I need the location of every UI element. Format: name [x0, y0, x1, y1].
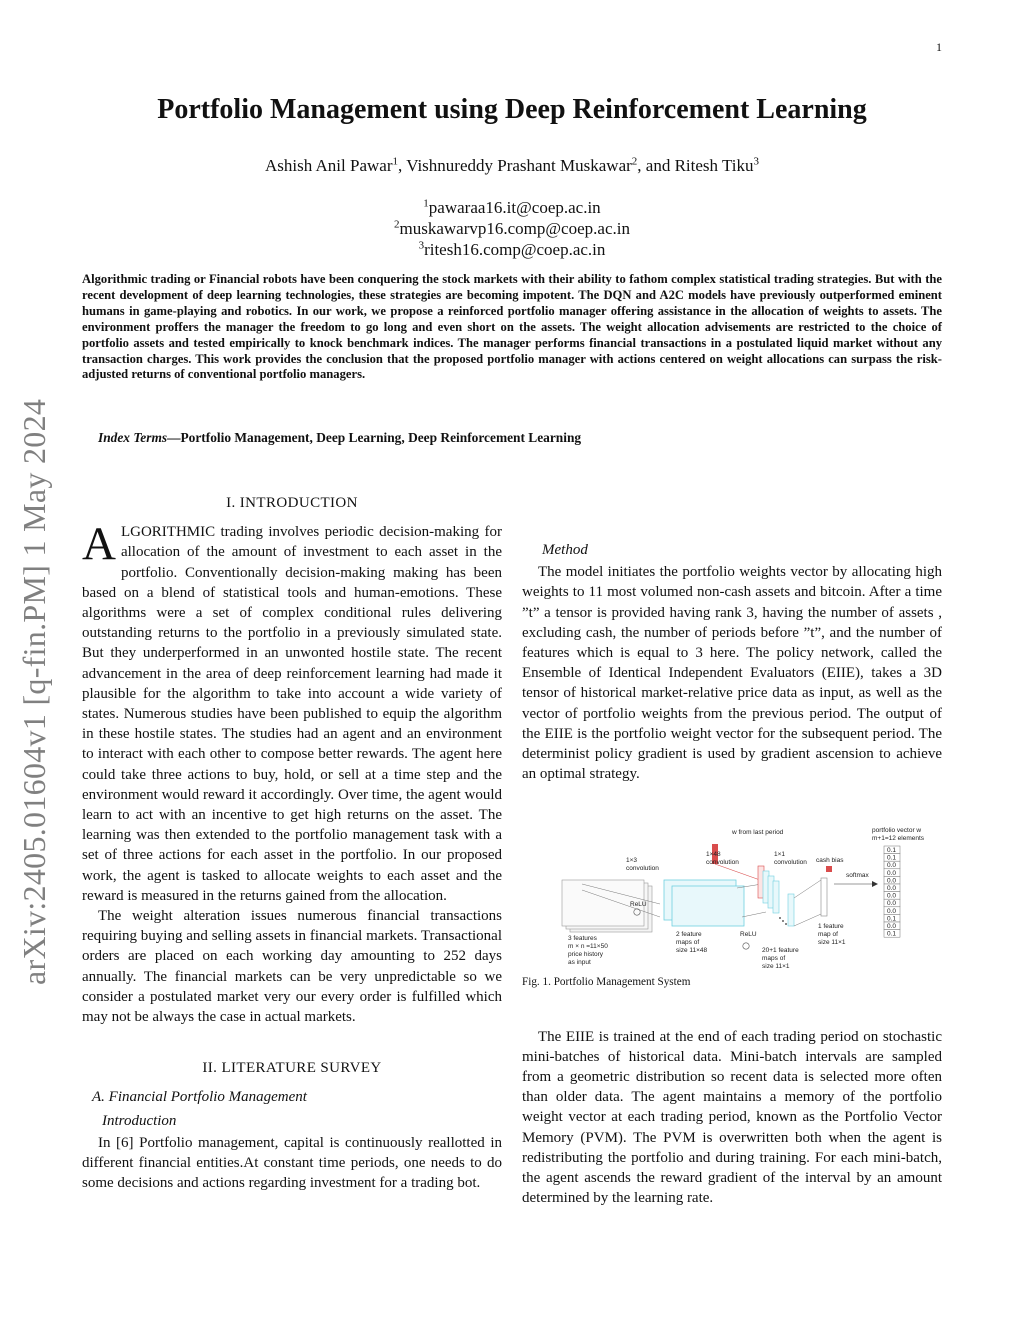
left-column — [82, 493, 502, 1194]
email-link[interactable]: muskawarvp16.comp@coep.ac.in — [399, 219, 630, 238]
portfolio-vector — [884, 846, 900, 938]
fig-label: 1 feature — [818, 923, 844, 931]
author-affil: 1 — [392, 155, 398, 168]
feature-column-stack — [758, 866, 794, 926]
fig-label: ReLU — [740, 931, 757, 939]
fig-label: as input — [568, 959, 591, 967]
email-affil: 1 — [423, 197, 429, 210]
method-paragraph: The model initiates the portfolio weights vector by allocating high weights to 11 most volumed non-cash assets and bitcoin. After a time ”t” a tensor is provided having rank 3, having the number of assets , excluding cash, the number of periods before ”t”, and the number of features which is equal to 3 here. The policy network, called the Ensemble of Identical Independent Evaluators (EIIE), takes a 3D tensor of historical market-relative price data as input, as well as the vector of portfolio weights from the previous period. The output of the EIIE is the portfolio weight vector for the subsequent period. The determinist policy gradient is used by gradient ascension to achieve an optimal strategy. — [522, 564, 942, 783]
paragraph-heading-introduction: Introduction — [102, 1112, 177, 1129]
index-terms-label: Index Terms — [98, 430, 168, 445]
vector-value: 0.1 — [887, 855, 897, 863]
literature-intro-paragraph: In [6] Portfolio management, capital is continuously reallotted in different financial entities.At constant time periods, one needs to do some decisions and actions regarding investment for a trading bot. — [82, 1134, 502, 1192]
author-list — [0, 156, 1024, 176]
fig-label: m+1=12 elements — [872, 835, 925, 843]
abstract: Algorithmic trading or Financial robots have been conquering the stock markets with their ability to fathom complex statistical trading strategies. But with the recent development of deep learning technologies, these strategies are becoming impotent. The DQN and A2C models have previously outperformed eminent humans in game-playing and robotics. In our work, we propose a reinforced portfolio manager offering assistance in the allocation of weights to assets. The environment proffers the manager the freedom to go long and even short on the assets. The weight allocation advisements are restricted to the choice of portfolio assets and tested empirically to knock benchmark indices. The manager performs financial transactions in a postulated liquid market without any transaction charges. This work provides the conclusion that the proposed portfolio manager with actions centered on weight allocations can surpass the risk-adjusted returns of conventional portfolio managers. — [82, 272, 942, 382]
fig-label: softmax — [846, 872, 869, 880]
architecture-diagram — [522, 822, 942, 972]
vector-value: 0.0 — [887, 908, 897, 916]
fig-label: price history — [568, 951, 604, 959]
connection-line — [715, 864, 760, 880]
fig-label: ReLU — [630, 901, 647, 909]
eiie-paragraph: The EIIE is trained at the end of each trading period on stochastic mini-batches of historical data. Mini-batch intervals are sampled from a geometric distribution so recent data is selected more often than older data. The agent maintains a memory of the portfolio weight vector at each trading period, known as the Portfolio Vector Memory (PVM). The PVM is overwritten both when the agent is redistributing the portfolio and during training. For each mini-batch, the agent ascends the reward gradient of the interval by an amount determined by the learning rate. — [522, 1028, 942, 1207]
arxiv-stamp: arXiv:2405.01604v1 [q-fin.PM] 1 May 2024 — [16, 398, 52, 985]
section-heading-literature-survey: II. LITERATURE SURVEY — [202, 1060, 382, 1077]
email-link[interactable]: ritesh16.comp@coep.ac.in — [424, 240, 606, 259]
fig-label: maps of — [676, 939, 700, 947]
vector-value: 0.1 — [887, 847, 897, 855]
fig-label: size 11×48 — [676, 947, 708, 955]
author-name: Ashish Anil Pawar — [264, 156, 393, 175]
fig-label: size 11×1 — [762, 963, 790, 971]
fig-label: portfolio vector w — [872, 827, 922, 835]
paper-title: Portfolio Management using Deep Reinforcement Learning — [157, 94, 867, 125]
connection-line — [742, 912, 766, 917]
email-list — [0, 197, 1024, 260]
vector-value: 0.0 — [887, 900, 897, 908]
vector-value: 0.0 — [887, 893, 897, 901]
email-affil: 2 — [394, 218, 400, 231]
email-line — [0, 239, 1024, 260]
ellipsis-dot — [785, 924, 787, 926]
fig-label: w from last period — [732, 829, 784, 837]
intro-paragraph-1 — [82, 518, 502, 906]
vector-value: 0.0 — [887, 862, 897, 870]
author-separator: , and — [637, 156, 675, 175]
drop-cap: A — [82, 518, 116, 571]
intro-paragraph-2: The weight alteration issues numerous financial transactions requiring buying and selling assets in financial markets. Transactional orders are placed on each working day amounting to 252 days annually. The financial markets can be very unpredictable so we consider a postulated market very our every order is fulfilled which may not be always the case in actual markets. — [82, 908, 502, 1026]
single-feature-map — [821, 878, 827, 916]
connection-line — [794, 914, 821, 926]
figure-caption: Fig. 1. Portfolio Management System — [522, 976, 691, 989]
email-line — [0, 218, 1024, 239]
author-affil: 2 — [631, 155, 638, 168]
author-name: Ritesh Tiku — [674, 156, 754, 175]
fig-label: maps of — [762, 955, 786, 963]
index-terms-text: —Portfolio Management, Deep Learning, Deep Reinforcement Learning — [167, 430, 582, 445]
vector-value: 0.1 — [887, 915, 897, 923]
email-affil: 3 — [418, 239, 425, 252]
feature-column — [773, 881, 779, 913]
fig-label: 20+1 feature — [762, 947, 799, 955]
fig-label: 3 features — [568, 935, 597, 943]
index-terms — [98, 430, 942, 446]
cash-bias-cell — [826, 866, 832, 872]
fig-label: convolution — [626, 865, 659, 873]
right-column — [522, 495, 942, 1208]
fig-label: 2 feature — [676, 931, 702, 939]
vector-value: 0.1 — [887, 931, 897, 939]
fig-label: convolution — [774, 859, 807, 867]
fig-label: 1×3 — [626, 857, 638, 865]
author-affil: 3 — [753, 155, 759, 168]
vector-value: 0.0 — [887, 877, 897, 885]
fig-label: m × n =11×50 — [568, 943, 608, 951]
vector-value: 0.0 — [887, 923, 897, 931]
fig-label: cash bias — [816, 857, 844, 865]
figure-portfolio-management-system — [522, 822, 942, 972]
intro-paragraph-1-text: LGORITHMIC trading involves periodic decision-making for allocation of the amount of investment to each asset in the portfolio. Conventionally decision-making making has been based on a blend of statistical tools and human-emotions. These algorithms were a set of complex conditional rules delivering outstanding returns to the portfolio in a previously simulated state. But they underperformed in an unwonted hostile state. The recent advancement in the area of deep reinforcement learning had made it plausible for the algorithm to take into account a wide variety of states. Numerous studies have been published to equip the algorithm in these hostile states. The studies had an agent and an environment to interact with each other to compose better rewards. The agent here could take three actions to buy, hold, or sell at a time step and the environment would reward it accordingly. Over time, the agent would learn to act with an incentive to get high returns on the asset. The learning was then extended to the portfolio management task with a set of three actions for each asset in the portfolio. In our proposed work, the agent is tasked to allocate weights to each asset and the reward is measured in the returns gained from the allocation. — [82, 524, 502, 904]
vector-value: 0.0 — [887, 870, 897, 878]
ellipsis-dot — [782, 921, 784, 923]
fig-label: size 11×1 — [818, 939, 846, 947]
fig-label: 1×1 — [774, 851, 786, 859]
ellipsis-dot — [779, 918, 781, 920]
page-number: 1 — [936, 40, 942, 54]
section-heading-introduction: I. INTRODUCTION — [226, 495, 358, 511]
relu-icon — [743, 943, 749, 949]
feature-map — [672, 886, 744, 926]
fig-label: convolution — [706, 859, 739, 867]
feature-column — [788, 894, 794, 926]
vector-value: 0.0 — [887, 885, 897, 893]
author-separator: , — [397, 156, 407, 175]
fig-label: 1×48 — [706, 851, 721, 859]
email-link[interactable]: pawaraa16.it@coep.ac.in — [428, 198, 601, 217]
email-line — [0, 197, 1024, 218]
arrow-head — [872, 881, 878, 887]
connection-line — [794, 880, 821, 898]
fig-label: map of — [818, 931, 838, 939]
paragraph-heading-method: Method — [542, 542, 588, 558]
subsection-heading: A. Financial Portfolio Management — [92, 1089, 307, 1106]
author-name: Vishnureddy Prashant Muskawar — [406, 156, 632, 175]
